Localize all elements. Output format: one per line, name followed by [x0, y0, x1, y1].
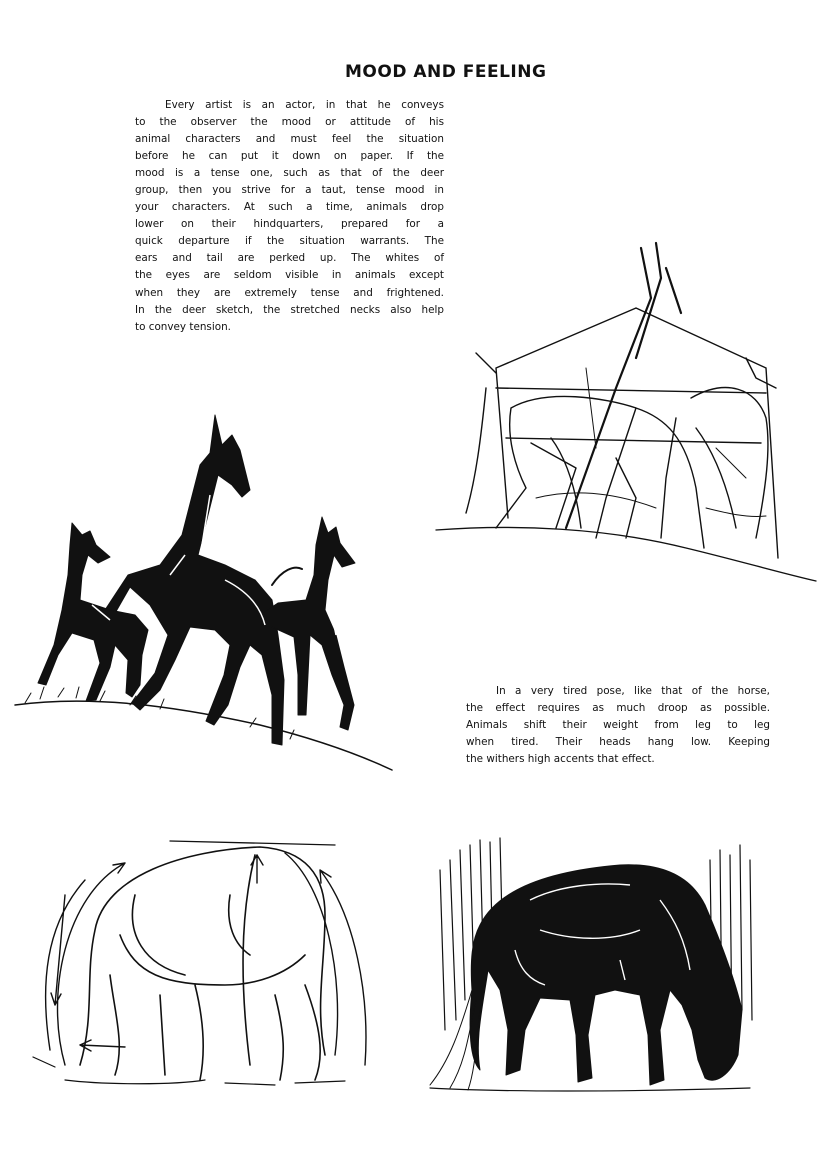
horse-line: Animals shift their weight from leg to leg [466, 719, 770, 732]
deer-line: quick departure if the situation warrants. The [135, 235, 444, 248]
deer-construction-sketch [436, 238, 821, 583]
deer-line: ears and tail are perked up. The whites of [135, 252, 444, 265]
deer-group-illustration [10, 405, 400, 775]
left-fawn-silhouette [38, 523, 148, 701]
deer-line: to convey tension. [135, 320, 231, 333]
deer-line: In the deer sketch, the stretched necks also help [135, 303, 444, 316]
horse-construction-diagram [25, 835, 385, 1090]
deer-line: the eyes are seldom visible in animals except [135, 269, 444, 282]
deer-line: group, then you strive for a taut, tense mood in [135, 184, 444, 197]
horse-hooves [33, 1057, 345, 1085]
tired-horse-illustration [420, 830, 765, 1100]
horse-silhouette [470, 865, 742, 1085]
deer-line: to the observer the mood or attitude of his [135, 116, 444, 129]
deer-line: lower on their hindquarters, prepared for a [135, 218, 444, 231]
deer-line: Every artist is an actor, in that he conveys [165, 99, 444, 111]
deer-line: before he can put it down on paper. If the [135, 150, 444, 163]
deer-line: when they are extremely tense and frightened. [135, 286, 444, 299]
page-title: MOOD AND FEELING [345, 62, 547, 82]
horse-line: the withers high accents that effect. [466, 753, 655, 766]
sketch-frame-lines [496, 308, 778, 558]
horse-line: when tired. Their heads hang low. Keeping [466, 736, 770, 749]
deer-line: mood is a tense one, such as that of the deer [135, 167, 444, 180]
sketch-neck-lines [566, 243, 681, 528]
deer-line: animal characters and must feel the situation [135, 133, 444, 146]
horse-body-contour [80, 847, 325, 1080]
horse-line: the effect requires as much droop as possible. [466, 702, 770, 715]
doe-tail [272, 568, 302, 585]
ground-line [15, 701, 392, 770]
horse-line: In a very tired pose, like that of the horse, [496, 685, 770, 697]
deer-line: your characters. At such a time, animals drop [135, 201, 444, 214]
withers-line [170, 841, 335, 845]
horse-paragraph [466, 683, 770, 768]
grass-strokes [25, 687, 294, 739]
ground-shadow [430, 1088, 750, 1091]
deer-paragraph [135, 97, 444, 336]
sketch-body-curves [466, 353, 776, 548]
